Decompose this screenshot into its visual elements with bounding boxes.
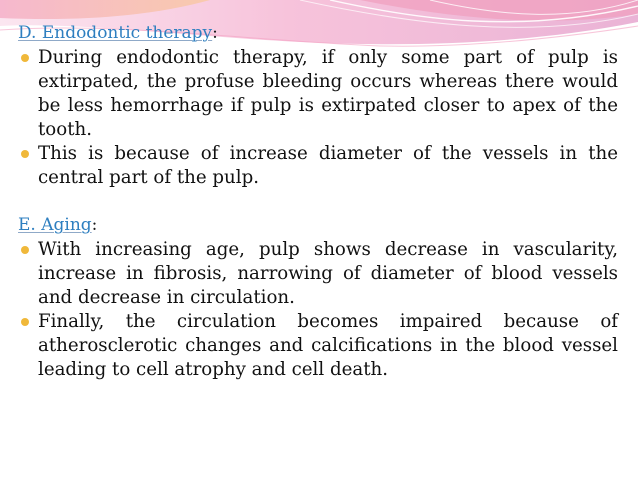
bullet-item: This is because of increase diameter of the vessels in the central part of the pulp. xyxy=(18,142,618,190)
section-label: E. Aging xyxy=(18,215,92,235)
bullet-item: With increasing age, pulp shows decrease in vascularity, increase in fibrosis, narrowing of diameter of blood vessels and decrease in circulation. xyxy=(18,238,618,310)
section-label: D. Endodontic therapy xyxy=(18,23,213,43)
section-heading-endodontic: D. Endodontic therapy: xyxy=(18,23,218,43)
bullet-item: Finally, the circulation becomes impaired because of atherosclerotic changes and calcifications in the blood vessel leading to cell atrophy and cell death. xyxy=(18,310,618,382)
section-heading-aging: E. Aging: xyxy=(18,215,98,235)
bullet-item: During endodontic therapy, if only some part of pulp is extirpated, the profuse bleeding occurs whereas there would be less hemorrhage if pulp is extirpated closer to apex of the tooth. xyxy=(18,46,618,142)
slide-content xyxy=(18,22,618,382)
